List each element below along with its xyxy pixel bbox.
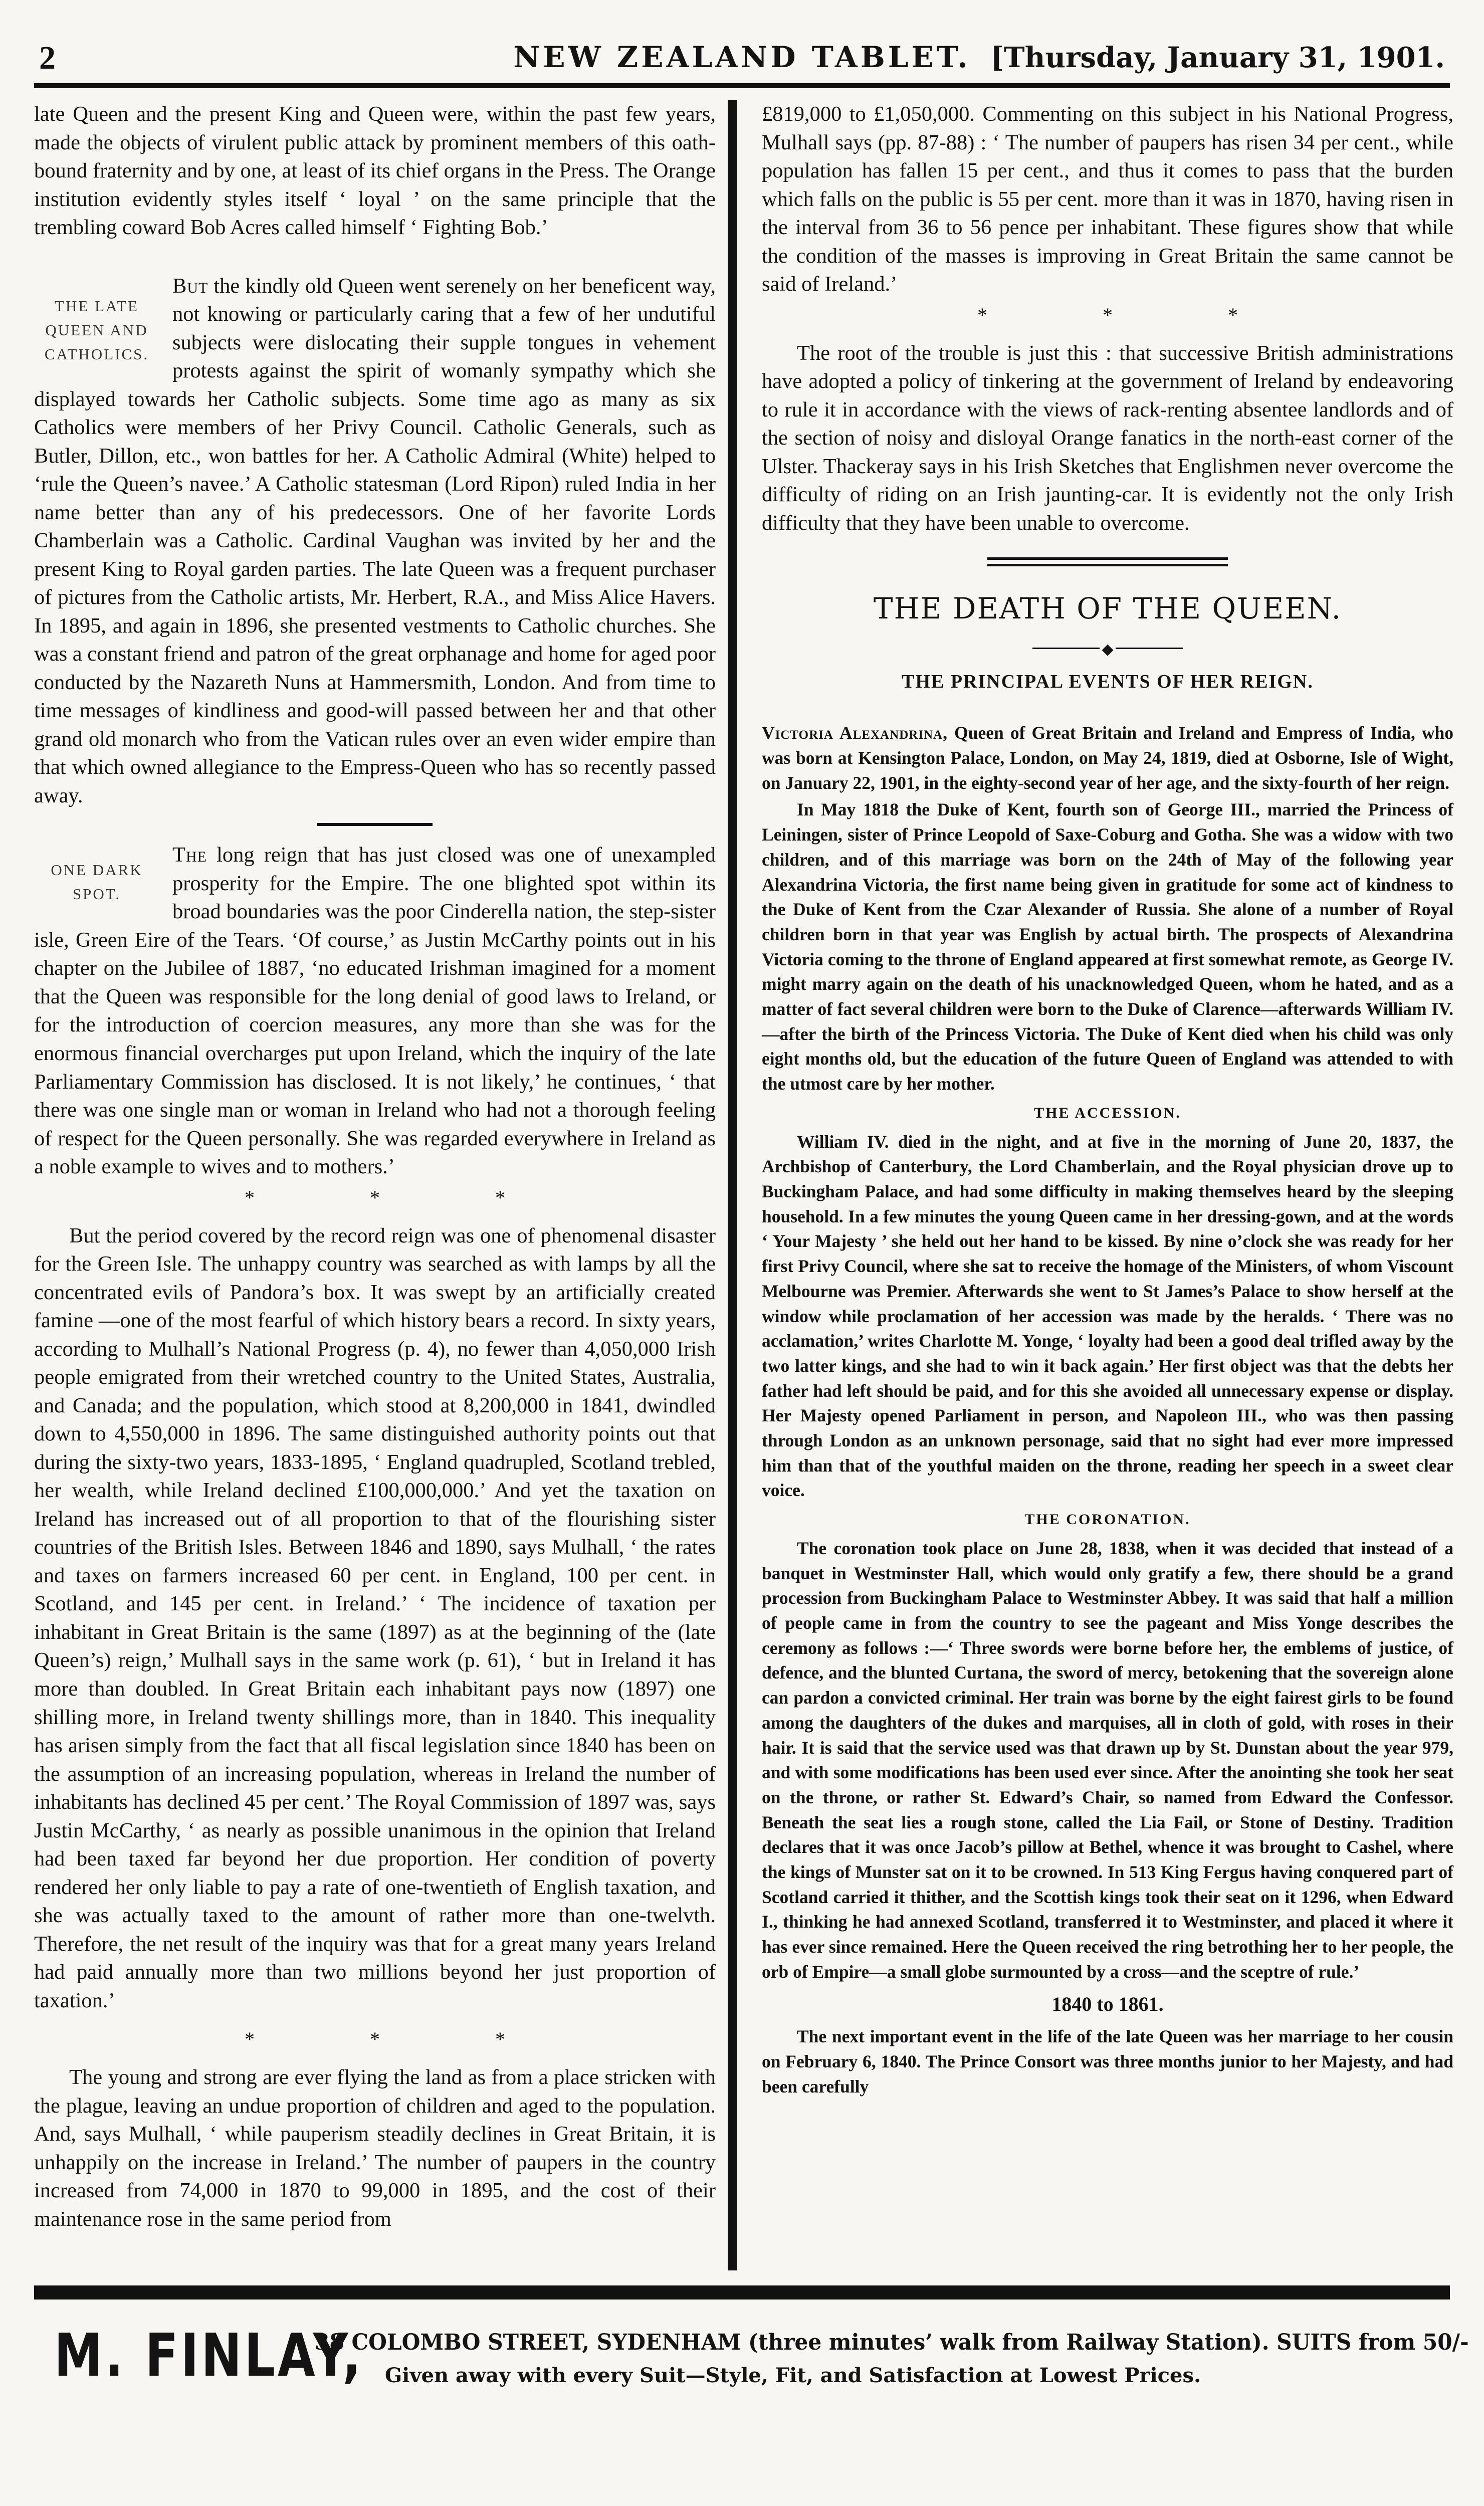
left-paragraph-paupers: The young and strong are ever flying the land as from a place stricken with the plague, leaving an undue proportion of children and aged to the population. And, says Mulhall, ‘ while pauperism steadily declines in Great Britain, it is unhappily on the increase in Ireland.’ The number of paupers in the country increased from 74,000 in 1870 to 99,000 in 1895, and the cost of their maintenance rose in the same period from <box>34 2065 716 2231</box>
lead-word: The <box>172 843 207 867</box>
left-paragraph-orange: late Queen and the present King and Queen were, within the past few years, made the objects of virulent public attack by prominent members of this oath-bound fraternity and by one, at least of its chief organs in the Press. The Orange institution evidently styles itself ‘ loyal ’ on the same principle that the trembling coward Bob Acres called himself ‘ Fighting Bob.’ <box>34 102 716 240</box>
left-column <box>34 100 716 2231</box>
stars-separator: * * * <box>245 2028 560 2051</box>
article-intro <box>762 721 1453 795</box>
section-head-accession: THE ACCESSION. <box>1034 1104 1181 1121</box>
article-paragraph-1840: The next important event in the life of the late Queen was her marriage to her cousin on February 6, 1840. The Prince Consort was three months junior to her Majesty, and had been carefully <box>762 2026 1453 2097</box>
section-head-1840: 1840 to 1861. <box>1051 1993 1164 2016</box>
issue-date: [Thursday, January 31, 1901. <box>990 41 1445 74</box>
advertisement-address: 38 COLOMBO STREET, SYDENHAM (three minutes’ walk from Railway Station). SUITS from 50/- <box>315 2330 1469 2355</box>
section-divider <box>317 823 433 826</box>
lead-name: Victoria Alexandrina, <box>762 723 948 743</box>
advertisement <box>34 2316 1469 2406</box>
advertiser-name: M. FINLAY, <box>54 2321 364 2390</box>
article-paragraph-1818: In May 1818 the Duke of Kent, fourth son of George III., married the Princess of Leiningen, sister of Prince Leopold of Saxe-Coburg and Gotha. She was a widow with two children, and of this marriage was born on the 24th of May of the following year Alexandrina Victoria, the first name being given in gratitude for some act of kindness to the Duke of Kent from the Czar Alexander of Russia. She alone of a number of Royal children born in that year was English by actual birth. The prospects of Alexandrina Victoria coming to the throne of England appeared at first somewhat remote, as George IV. might marry again on the death of his unacknowledged Queen, whom he hated, and as a matter of fact several children were born to the Duke of Clarence—afterwards William IV.—after the birth of the Princess Victoria. The Duke of Kent died when his child was only eight months old, but the education of the future Queen of England was attended to with the utmost care by her mother. <box>762 799 1453 1094</box>
masthead <box>34 35 1450 90</box>
paper-title: NEW ZEALAND TABLET. <box>513 40 971 74</box>
article-body <box>762 721 1453 2099</box>
stars-separator: * * * <box>245 1186 560 1209</box>
double-rule <box>987 557 1228 566</box>
section-head-coronation: THE CORONATION. <box>1024 1511 1191 1528</box>
article-paragraph-coronation: The coronation took place on June 28, 1838, when it was decided that instead of a banquet in Westminster Hall, which would only gratify a few, there should be a grand procession from Buckingham Palace to Westminster Abbey. It was said that half a million of people came in from the country to see the pageant and Miss Yonge describes the ceremony as follows :—‘ Three swords were borne before her, the emblems of justice, of defence, and the blunted Curtana, the sword of mercy, betokening that the sovereign alone can pardon a convicted criminal. Her train was borne by the eight fairest girls to be found among the daughters of the dukes and marquises, all in cloth of gold, with roses in their hair. It is said that the service used was that drawn up by St. Dunstan about the year 979, and with some modifications has been used ever since. After the anointing she took her seat on the throne, or rather St. Edward’s Chair, so named from Edward the Confessor. Beneath the seat lies a rough stone, called the Lia Fail, or Stone of Destiny. Tradition declares that it was once Jacob’s pillow at Bethel, whence it was brought to Cashel, where the kings of Munster sat on it to be crowned. In 513 King Fergus having conquered part of Scotland carried it thither, and the Scottish kings took their seat on it 1296, when Edward I., thinking he had annexed Scotland, transferred it to Westminster, and placed it where it has ever since remained. Here the Queen received the ring betrothing her to her people, the orb of Empire—a small globe surmounted by a cross—and the sceptre of rule.’ <box>762 1538 1453 1982</box>
right-prose-top <box>762 100 1453 537</box>
column-rule <box>728 100 737 2270</box>
sidenote-one-dark-spot: ONE DARK SPOT. <box>51 861 143 903</box>
paragraph-body: Queen of Great Britain and Ireland and Empress of India, who was born at Kensington Palace, London, on May 24, 1819, died at Osborne, Isle of Wight, on January 22, 1901, in the eighty-second year of her age, and the sixty-fourth of her reign. <box>762 723 1453 793</box>
article-paragraph-accession: William IV. died in the night, and at five in the morning of June 20, 1837, the Archbishop of Canterbury, the Lord Chamberlain, and the Royal physician drove up to Buckingham Palace, and had some difficulty in making themselves heard by the sleeping household. In a few minutes the young Queen came in her dressing-gown, and at the words ‘ Your Majesty ’ she held out her hand to be kissed. By nine o’clock she was ready for her first Privy Council, where she sat to receive the homage of the Ministers, of whom Viscount Melbourne was Premier. Afterwards she went to St James’s Palace to show herself at the window while proclamation of her accession was made by the heralds. ‘ There was no acclamation,’ writes Charlotte M. Yonge, ‘ loyalty had been a good deal trifled away by the two latter kings, and she had to win it back again.’ Her first object was that the debts her father had left should be paid, and for this she avoided all unnecessary expense or display. Her Majesty opened Parliament in person, and Napoleon III., who was then passing through London as an unknown personage, said that no sight had ever more impressed him than that of the youthful maiden on the throne, reading her speech in a sweet clear voice. <box>762 1131 1453 1501</box>
diamond-ornament: ◆ <box>1100 641 1115 658</box>
masthead-rule <box>34 83 1450 88</box>
article-title: THE DEATH OF THE QUEEN. <box>873 591 1342 626</box>
lead-word: But <box>172 274 208 298</box>
queen-and-catholics-block <box>34 272 716 810</box>
right-paragraph-root-trouble: The root of the trouble is just this : that successive British administrations have adopted a policy of tinkering at the government of Ireland by endeavoring to rule it in accordance with the views of rack-renting absentee landlords and of the section of noisy and disloyal Orange fanatics in the north-east corner of the Ulster. Thackeray says in his Irish Sketches that Englishmen never overcome the difficulty of riding on an Irish jaunting-car. It is evidently not the only Irish difficulty that they have been unable to overcome. <box>762 341 1453 535</box>
advertisement-offer: Given away with every Suit—Style, Fit, and Satisfaction at Lowest Prices. <box>385 2364 1201 2387</box>
diamond-rule <box>762 641 1453 656</box>
dark-spot-block <box>34 841 716 1181</box>
paragraph-body: long reign that has just closed was one of unexampled prosperity for the Empire. The one blighted spot within its broad boundaries was the poor Cinderella nation, the step-sister isle, Green Eire of the Tears. ‘Of course,’ as Justin McCarthy points out in his chapter on the Jubilee of 1887, ‘no educated Irishman imagined for a moment that the Queen was responsible for the long denial of good laws to Ireland, or for the introduction of coercion measures, any more than she was for the enormous financial overcharges put upon Ireland, which the inquiry of the late Parliamentary Commission has disclosed. It is not likely,’ he continues, ‘ that there was one single man or woman in Ireland who had not a thorough feeling of respect for the Queen personally. She was regarded everywhere in Ireland as a noble example to wives and to mothers.’ <box>34 843 716 1179</box>
right-paragraph-paupers: £819,000 to £1,050,000. Commenting on this subject in his National Progress, Mulhall says (pp. 87-88) : ‘ The number of paupers has risen 34 per cent., while population has fallen 15 per cent., and thus it comes to pass that the burden which falls on the public is 55 per cent. more than it was in 1870, having risen in the interval from 36 to 56 pence per inhabitant. These figures show that while the condition of the masses is improving in Great Britain the same cannot be said of Ireland.’ <box>762 102 1453 296</box>
footer-rule <box>34 2285 1450 2300</box>
article-subtitle: THE PRINCIPAL EVENTS OF HER REIGN. <box>902 671 1314 693</box>
paragraph-body: the kindly old Queen went serenely on her beneficent way, not knowing or particularly caring that a few of her undutiful subjects were dislocating their supple tongues in vehement protests against the spirit of womanly sympathy which she displayed towards her Catholic subjects. Some time ago as many as six Catholics were members of her Privy Council. Catholic Generals, such as Butler, Dillon, etc., won battles for her. A Catholic Admiral (White) helped to ‘rule the Queen’s navee.’ A Catholic statesman (Lord Ripon) ruled India in her name better than any of his predecessors. One of her favorite Lords Chamberlain was a Catholic. Cardinal Vaughan was invited by her and the present King to Royal garden parties. The late Queen was a frequent purchaser of pictures from the Catholic artists, Mr. Herbert, R.A., and Miss Alice Havers. In 1895, and again in 1896, she presented vestments to Catholic churches. She was a constant friend and patron of the great orphanage and home for aged poor conducted by the Nazareth Nuns at Hammersmith, London. And from time to time messages of kindliness and good-will passed between her and that other grand old monarch who from the Vatican rules over an even wider empire than that which owned allegiance to the Empress-Queen who has so recently passed away. <box>34 274 716 807</box>
right-column <box>762 100 1453 2189</box>
left-paragraph-disaster: But the period covered by the record reign was one of phenomenal disaster for the Green Isle. The unhappy country was searched as with lamps by all the concentrated evils of Pandora’s box. It was swept by an artificially created famine —one of the most fearful of which history bears a record. In sixty years, according to Mulhall’s National Progress (p. 4), no fewer than 4,050,000 Irish people emigrated from their wretched country to the United States, Australia, and Canada; and the population, which stood at 8,200,000 in 1841, dwindled down to 4,550,000 in 1896. The same distinguished authority points out that during the sixty-two years, 1833-1895, ‘ England quadrupled, Scotland trebled, her wealth, while Ireland declined £100,000,000.’ And yet the taxation on Ireland has increased out of all proportion to that of the flourishing sister countries of the British Isles. Between 1846 and 1890, says Mulhall, ‘ the rates and taxes on farmers increased 60 per cent. in England, 100 per cent. in Scotland, and 145 per cent. in Ireland.’ ‘ The incidence of taxation per inhabitant in Great Britain is the same (1897) as at the beginning of the (late Queen’s) reign,’ Mulhall says in the same work (p. 61), ‘ but in Ireland it has more than doubled. In Great Britain each inhabitant pays now (1897) one shilling more, in Ireland twenty shillings more, than in 1840. This inequality has arisen simply from the fact that all fiscal legislation since 1840 has been on the assumption of an increasing population, whereas in Ireland the number of inhabitants has declined 45 per cent.’ The Royal Commission of 1897 was, says Justin McCarthy, ‘ as nearly as possible unanimous in the opinion that Ireland had been taxed far beyond her due proportion. Her condition of poverty rendered her only liable to pay a rate of one-twentieth of English taxation, and she was actually taxed to the amount of rather more than one-twelvth. Therefore, the net result of the inquiry was that for a great many years Ireland had paid annually more than two millions beyond her just proportion of taxation.’ <box>34 1223 716 2012</box>
page-number: 2 <box>39 40 56 76</box>
stars-separator: * * * <box>977 303 1293 326</box>
sidenote-late-queen-catholics: THE LATE QUEEN AND CATHOLICS. <box>44 297 149 363</box>
